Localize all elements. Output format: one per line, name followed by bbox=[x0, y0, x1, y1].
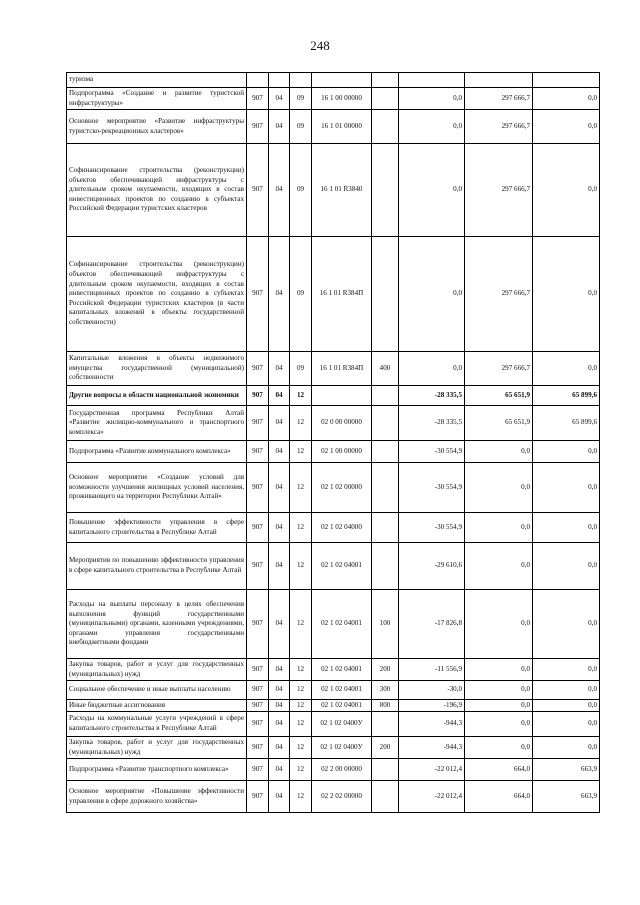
table-row bbox=[67, 590, 600, 659]
sum-year-2: 65 651,9 bbox=[465, 406, 533, 441]
sum-year-2: 0,0 bbox=[465, 543, 533, 590]
expense-type-code bbox=[372, 144, 399, 237]
sum-year-1: -29 610,6 bbox=[399, 543, 465, 590]
row-name: Основное мероприятие «Развитие инфраструктуры туристско-рекреационных кластеров» bbox=[67, 110, 247, 144]
sum-year-2: 0,0 bbox=[465, 590, 533, 659]
sum-year-1 bbox=[399, 73, 465, 88]
ved-code: 907 bbox=[247, 463, 269, 513]
ved-code: 907 bbox=[247, 144, 269, 237]
sum-year-3: 0,0 bbox=[533, 110, 600, 144]
target-article-code: 16 1 01 R384П bbox=[312, 352, 372, 386]
sum-year-2: 0,0 bbox=[465, 463, 533, 513]
row-name: Государственная программа Республики Алтай «Развитие жилищно-коммунального и транспортного комплекса» bbox=[67, 406, 247, 441]
table-body bbox=[67, 73, 600, 813]
subsection-code: 12 bbox=[290, 659, 312, 681]
section-code: 04 bbox=[269, 144, 290, 237]
sum-year-1: -17 826,8 bbox=[399, 590, 465, 659]
section-code: 04 bbox=[269, 737, 290, 759]
ved-code: 907 bbox=[247, 88, 269, 110]
sum-year-1: 0,0 bbox=[399, 352, 465, 386]
section-code: 04 bbox=[269, 386, 290, 406]
row-name: Закупка товаров, работ и услуг для государственных (муниципальных) нужд bbox=[67, 659, 247, 681]
section-code bbox=[269, 73, 290, 88]
row-name: Подпрограмма «Развитие транспортного комплекса» bbox=[67, 759, 247, 781]
sum-year-1: 0,0 bbox=[399, 237, 465, 352]
sum-year-3: 0,0 bbox=[533, 513, 600, 543]
row-name: Социальное обеспечение и иные выплаты населению bbox=[67, 681, 247, 700]
target-article-code: 02 1 02 0400У bbox=[312, 712, 372, 737]
table-row bbox=[67, 406, 600, 441]
sum-year-2: 65 651,9 bbox=[465, 386, 533, 406]
subsection-code: 12 bbox=[290, 441, 312, 463]
sum-year-1: 0,0 bbox=[399, 88, 465, 110]
table-row bbox=[67, 463, 600, 513]
table-row bbox=[67, 441, 600, 463]
sum-year-3: 0,0 bbox=[533, 700, 600, 712]
expense-type-code bbox=[372, 759, 399, 781]
expense-type-code: 100 bbox=[372, 590, 399, 659]
sum-year-1: -944,3 bbox=[399, 737, 465, 759]
expense-type-code bbox=[372, 463, 399, 513]
sum-year-2: 0,0 bbox=[465, 737, 533, 759]
subsection-code: 12 bbox=[290, 386, 312, 406]
table-row bbox=[67, 712, 600, 737]
table-row bbox=[67, 144, 600, 237]
row-name: туризма bbox=[67, 73, 247, 88]
row-name: Иные бюджетные ассигнования bbox=[67, 700, 247, 712]
expense-type-code: 200 bbox=[372, 659, 399, 681]
target-article-code: 02 0 00 00000 bbox=[312, 406, 372, 441]
expense-type-code: 300 bbox=[372, 681, 399, 700]
sum-year-3: 65 899,6 bbox=[533, 386, 600, 406]
section-code: 04 bbox=[269, 406, 290, 441]
expense-type-code bbox=[372, 441, 399, 463]
target-article-code: 16 1 00 00000 bbox=[312, 88, 372, 110]
sum-year-3: 663,9 bbox=[533, 781, 600, 813]
sum-year-3: 663,9 bbox=[533, 759, 600, 781]
expense-type-code bbox=[372, 110, 399, 144]
sum-year-3: 0,0 bbox=[533, 352, 600, 386]
row-name: Подпрограмма «Развитие коммунального комплекса» bbox=[67, 441, 247, 463]
subsection-code: 12 bbox=[290, 406, 312, 441]
subsection-code: 12 bbox=[290, 513, 312, 543]
target-article-code: 02 2 00 00000 bbox=[312, 759, 372, 781]
subsection-code: 12 bbox=[290, 712, 312, 737]
table-row bbox=[67, 110, 600, 144]
target-article-code: 16 1 01 R384П bbox=[312, 237, 372, 352]
expense-type-code bbox=[372, 386, 399, 406]
subsection-code: 09 bbox=[290, 352, 312, 386]
table-row bbox=[67, 759, 600, 781]
target-article-code: 02 1 02 04001 bbox=[312, 659, 372, 681]
row-name: Расходы на выплаты персоналу в целях обеспечения выполнения функций государственными (муниципальными) органами, казенными учреждениями, органами управления государственными внебюджетными фондами bbox=[67, 590, 247, 659]
section-code: 04 bbox=[269, 659, 290, 681]
subsection-code: 09 bbox=[290, 237, 312, 352]
sum-year-1: 0,0 bbox=[399, 144, 465, 237]
target-article-code: 16 1 01 R3840 bbox=[312, 144, 372, 237]
row-name: Расходы на коммунальные услуги учреждений в сфере капитального строительства в Республике Алтай bbox=[67, 712, 247, 737]
row-name: Основное мероприятие «Повышение эффективности управления в сфере дорожного хозяйства» bbox=[67, 781, 247, 813]
sum-year-2: 297 666,7 bbox=[465, 110, 533, 144]
sum-year-1: -11 556,9 bbox=[399, 659, 465, 681]
sum-year-3: 0,0 bbox=[533, 590, 600, 659]
subsection-code: 12 bbox=[290, 463, 312, 513]
sum-year-2: 297 666,7 bbox=[465, 352, 533, 386]
ved-code: 907 bbox=[247, 543, 269, 590]
target-article-code: 02 1 00 00000 bbox=[312, 441, 372, 463]
target-article-code: 02 1 02 0400У bbox=[312, 737, 372, 759]
row-name: Подпрограмма «Создание и развитие туристской инфраструктуры» bbox=[67, 88, 247, 110]
section-code: 04 bbox=[269, 88, 290, 110]
ved-code bbox=[247, 73, 269, 88]
section-code: 04 bbox=[269, 759, 290, 781]
table-row bbox=[67, 737, 600, 759]
sum-year-3: 65 899,6 bbox=[533, 406, 600, 441]
section-code: 04 bbox=[269, 513, 290, 543]
sum-year-1: -28 335,5 bbox=[399, 406, 465, 441]
ved-code: 907 bbox=[247, 737, 269, 759]
sum-year-3: 0,0 bbox=[533, 737, 600, 759]
section-code: 04 bbox=[269, 700, 290, 712]
target-article-code: 02 1 02 04001 bbox=[312, 681, 372, 700]
sum-year-3: 0,0 bbox=[533, 441, 600, 463]
sum-year-2: 297 666,7 bbox=[465, 88, 533, 110]
ved-code: 907 bbox=[247, 441, 269, 463]
table-row bbox=[67, 88, 600, 110]
table-row bbox=[67, 386, 600, 406]
expense-type-code bbox=[372, 712, 399, 737]
target-article-code: 16 1 01 00000 bbox=[312, 110, 372, 144]
subsection-code: 12 bbox=[290, 590, 312, 659]
row-name: Мероприятия по повышению эффективности управления в сфере капитального строительства в Республике Алтай bbox=[67, 543, 247, 590]
sum-year-1: -28 335,5 bbox=[399, 386, 465, 406]
target-article-code: 02 2 02 00000 bbox=[312, 781, 372, 813]
section-code: 04 bbox=[269, 352, 290, 386]
target-article-code: 02 1 02 04000 bbox=[312, 513, 372, 543]
row-name: Закупка товаров, работ и услуг для государственных (муниципальных) нужд bbox=[67, 737, 247, 759]
sum-year-2: 0,0 bbox=[465, 700, 533, 712]
ved-code: 907 bbox=[247, 352, 269, 386]
expense-type-code bbox=[372, 406, 399, 441]
sum-year-1: -30,0 bbox=[399, 681, 465, 700]
ved-code: 907 bbox=[247, 513, 269, 543]
sum-year-2: 297 666,7 bbox=[465, 237, 533, 352]
sum-year-2: 664,0 bbox=[465, 781, 533, 813]
sum-year-3: 0,0 bbox=[533, 144, 600, 237]
table-row bbox=[67, 781, 600, 813]
section-code: 04 bbox=[269, 441, 290, 463]
section-code: 04 bbox=[269, 781, 290, 813]
sum-year-3: 0,0 bbox=[533, 88, 600, 110]
sum-year-1: -22 012,4 bbox=[399, 759, 465, 781]
ved-code: 907 bbox=[247, 712, 269, 737]
section-code: 04 bbox=[269, 681, 290, 700]
expense-type-code: 200 bbox=[372, 737, 399, 759]
sum-year-3: 0,0 bbox=[533, 543, 600, 590]
expense-type-code bbox=[372, 543, 399, 590]
expense-type-code bbox=[372, 73, 399, 88]
target-article-code bbox=[312, 386, 372, 406]
section-code: 04 bbox=[269, 712, 290, 737]
sum-year-1: -30 554,9 bbox=[399, 441, 465, 463]
ved-code: 907 bbox=[247, 237, 269, 352]
subsection-code: 12 bbox=[290, 700, 312, 712]
table-row bbox=[67, 681, 600, 700]
sum-year-2: 0,0 bbox=[465, 513, 533, 543]
row-name: Другие вопросы в области национальной экономики bbox=[67, 386, 247, 406]
sum-year-1: -30 554,9 bbox=[399, 513, 465, 543]
table-row bbox=[67, 513, 600, 543]
page-number: 248 bbox=[310, 38, 330, 53]
table-row bbox=[67, 73, 600, 88]
sum-year-3: 0,0 bbox=[533, 659, 600, 681]
target-article-code: 02 1 02 04001 bbox=[312, 543, 372, 590]
sum-year-2: 664,0 bbox=[465, 759, 533, 781]
row-name: Капитальные вложения в объекты недвижимого имущества государственной (муниципальной) собственности bbox=[67, 352, 247, 386]
row-name: Софинансирование строительства (реконструкции) объектов обеспечивающей инфраструктуры с длительным сроком окупаемости, входящих в состав инвестиционных проектов по созданию в субъектах Российской Федерации туристских кластеров bbox=[67, 144, 247, 237]
section-code: 04 bbox=[269, 543, 290, 590]
table-row bbox=[67, 659, 600, 681]
subsection-code: 09 bbox=[290, 88, 312, 110]
table-row bbox=[67, 543, 600, 590]
budget-table bbox=[66, 72, 600, 813]
sum-year-1: -22 012,4 bbox=[399, 781, 465, 813]
expense-type-code bbox=[372, 781, 399, 813]
sum-year-3: 0,0 bbox=[533, 237, 600, 352]
subsection-code: 12 bbox=[290, 759, 312, 781]
sum-year-1: -944,3 bbox=[399, 712, 465, 737]
expense-type-code bbox=[372, 237, 399, 352]
ved-code: 907 bbox=[247, 386, 269, 406]
sum-year-2 bbox=[465, 73, 533, 88]
ved-code: 907 bbox=[247, 110, 269, 144]
table-row bbox=[67, 237, 600, 352]
section-code: 04 bbox=[269, 463, 290, 513]
ved-code: 907 bbox=[247, 700, 269, 712]
section-code: 04 bbox=[269, 590, 290, 659]
target-article-code: 02 1 02 00000 bbox=[312, 463, 372, 513]
ved-code: 907 bbox=[247, 406, 269, 441]
row-name: Софинансирование строительства (реконструкции) объектов обеспечивающей инфраструктуры с длительным сроком окупаемости, входящих в состав инвестиционных проектов по созданию в субъектах Российской Федерации туристских кластеров (в части капитальных вложений в объекты государственной собственности) bbox=[67, 237, 247, 352]
sum-year-1: -196,9 bbox=[399, 700, 465, 712]
table-row bbox=[67, 700, 600, 712]
section-code: 04 bbox=[269, 237, 290, 352]
ved-code: 907 bbox=[247, 659, 269, 681]
sum-year-2: 297 666,7 bbox=[465, 144, 533, 237]
sum-year-2: 0,0 bbox=[465, 681, 533, 700]
ved-code: 907 bbox=[247, 681, 269, 700]
subsection-code: 09 bbox=[290, 110, 312, 144]
table-row bbox=[67, 352, 600, 386]
expense-type-code bbox=[372, 88, 399, 110]
sum-year-3: 0,0 bbox=[533, 681, 600, 700]
subsection-code bbox=[290, 73, 312, 88]
target-article-code bbox=[312, 73, 372, 88]
sum-year-1: -30 554,9 bbox=[399, 463, 465, 513]
sum-year-3 bbox=[533, 73, 600, 88]
sum-year-3: 0,0 bbox=[533, 712, 600, 737]
ved-code: 907 bbox=[247, 781, 269, 813]
row-name: Основное мероприятие «Создание условий для возможности улучшения жилищных условий населения, проживающего на территории Республики Алтай» bbox=[67, 463, 247, 513]
row-name: Повышение эффективности управления в сфере капитального строительства в Республике Алтай bbox=[67, 513, 247, 543]
sum-year-1: 0,0 bbox=[399, 110, 465, 144]
target-article-code: 02 1 02 04001 bbox=[312, 700, 372, 712]
expense-type-code: 400 bbox=[372, 352, 399, 386]
target-article-code: 02 1 02 04001 bbox=[312, 590, 372, 659]
subsection-code: 09 bbox=[290, 144, 312, 237]
subsection-code: 12 bbox=[290, 737, 312, 759]
expense-type-code bbox=[372, 513, 399, 543]
sum-year-3: 0,0 bbox=[533, 463, 600, 513]
sum-year-2: 0,0 bbox=[465, 441, 533, 463]
ved-code: 907 bbox=[247, 759, 269, 781]
sum-year-2: 0,0 bbox=[465, 659, 533, 681]
subsection-code: 12 bbox=[290, 781, 312, 813]
ved-code: 907 bbox=[247, 590, 269, 659]
expense-type-code: 800 bbox=[372, 700, 399, 712]
sum-year-2: 0,0 bbox=[465, 712, 533, 737]
subsection-code: 12 bbox=[290, 681, 312, 700]
subsection-code: 12 bbox=[290, 543, 312, 590]
section-code: 04 bbox=[269, 110, 290, 144]
